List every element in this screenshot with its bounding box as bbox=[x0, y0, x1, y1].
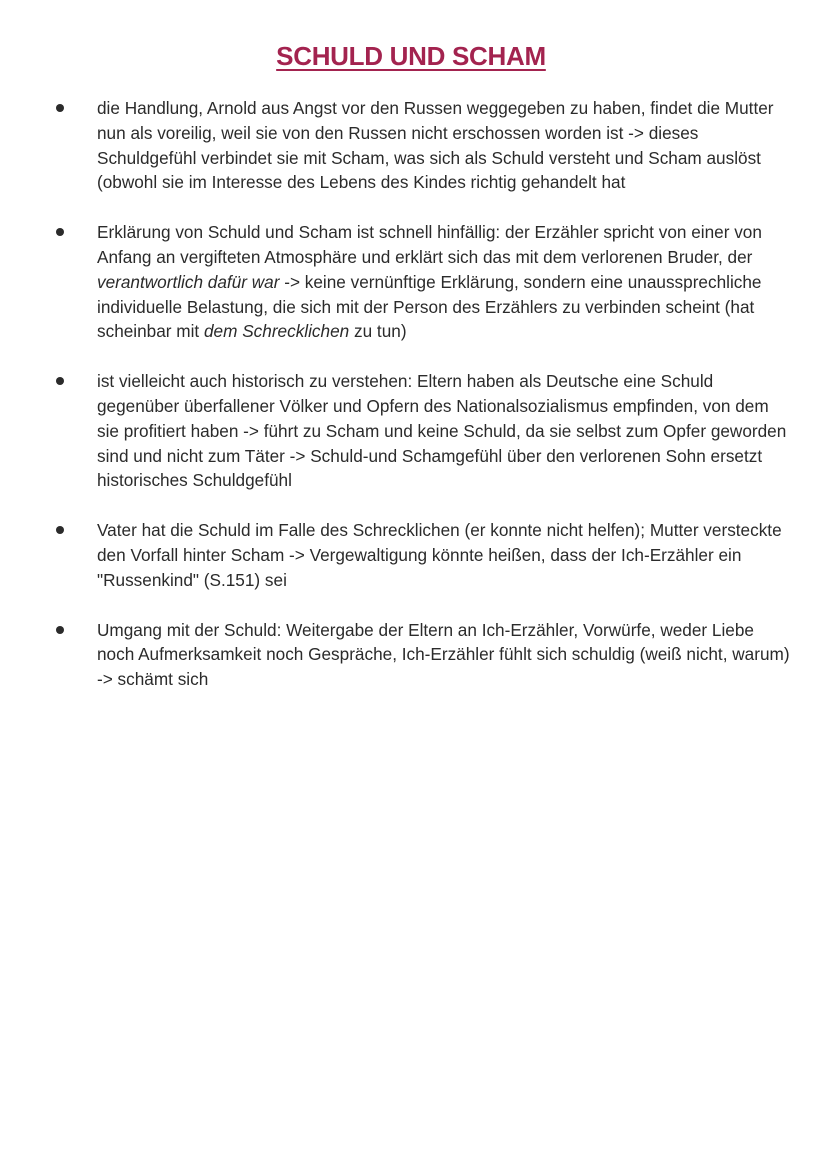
bullet-list bbox=[0, 96, 828, 717]
bullet-text-4: Vater hat die Schuld im Falle des Schrecklichen (er konnte nicht helfen); Mutter versteckte den Vorfall hinter Scham -> Vergewaltigung könnte heißen, dass der Ich-Erzähler ein "Russenkind" (S.151) sei bbox=[97, 520, 782, 590]
bullet-text-2-part-1: Erklärung von Schuld und Scham ist schnell hinfällig: der Erzähler spricht von einer von Anfang an vergifteten Atmosphäre und erklärt sich das mit dem verlorenen Bruder, der bbox=[97, 222, 762, 267]
bullet-text-5: Umgang mit der Schuld: Weitergabe der Eltern an Ich-Erzähler, Vorwürfe, weder Liebe noch Aufmerksamkeit noch Gespräche, Ich-Erzähler fühlt sich schuldig (weiß nicht, warum) -> schämt sich bbox=[97, 619, 790, 690]
bullet-text-3: ist vielleicht auch historisch zu verstehen: Eltern haben als Deutsche eine Schuld gegenüber überfallener Völker und Opfern des Nationalsozialismus empfinden, von dem sie profitiert haben -> führt zu Scham und keine Schuld, da sie selbst zum Opfer geworden sind und nicht zum Täter -> Schuld-und Schamgefühl über den verlorenen Sohn ersetzt historisches Schuldgefühl bbox=[97, 371, 787, 491]
bullet-dot-icon bbox=[56, 626, 64, 634]
bullet-text-2-part-2: -> keine vernünftige Erklärung, sondern eine unaussprechliche individuelle Belastung, die sich mit der Person des Erzählers zu verbinden scheint (hat scheinbar mit bbox=[97, 271, 762, 342]
page-title-text: SCHULD UND SCHAM bbox=[276, 41, 546, 72]
bullet-item-4 bbox=[0, 518, 828, 592]
bullet-item-3 bbox=[0, 369, 828, 493]
bullet-text-2-italic-1: verantwortlich dafür war bbox=[97, 271, 280, 292]
bullet-item-5 bbox=[0, 618, 828, 692]
bullet-text-1: die Handlung, Arnold aus Angst vor den Russen weggegeben zu haben, findet die Mutter nun als voreilig, weil sie von den Russen nicht erschossen worden ist -> dieses Schuldgefühl verbindet sie mit Scham, was sich als Schuld versteht und Scham auslöst (obwohl sie im Interesse des Lebens des Kindes richtig gehandelt hat bbox=[97, 98, 774, 193]
bullet-dot-icon bbox=[56, 104, 64, 112]
bullet-text-2-italic-2: dem Schrecklichen bbox=[204, 321, 350, 342]
bullet-text-2-part-3: zu tun) bbox=[349, 321, 407, 342]
bullet-item-1 bbox=[0, 96, 828, 195]
page-title bbox=[0, 41, 828, 72]
bullet-dot-icon bbox=[56, 526, 64, 534]
bullet-dot-icon bbox=[56, 228, 64, 236]
bullet-item-2 bbox=[0, 220, 828, 344]
bullet-dot-icon bbox=[56, 377, 64, 385]
bullet-text-2 bbox=[97, 222, 762, 341]
